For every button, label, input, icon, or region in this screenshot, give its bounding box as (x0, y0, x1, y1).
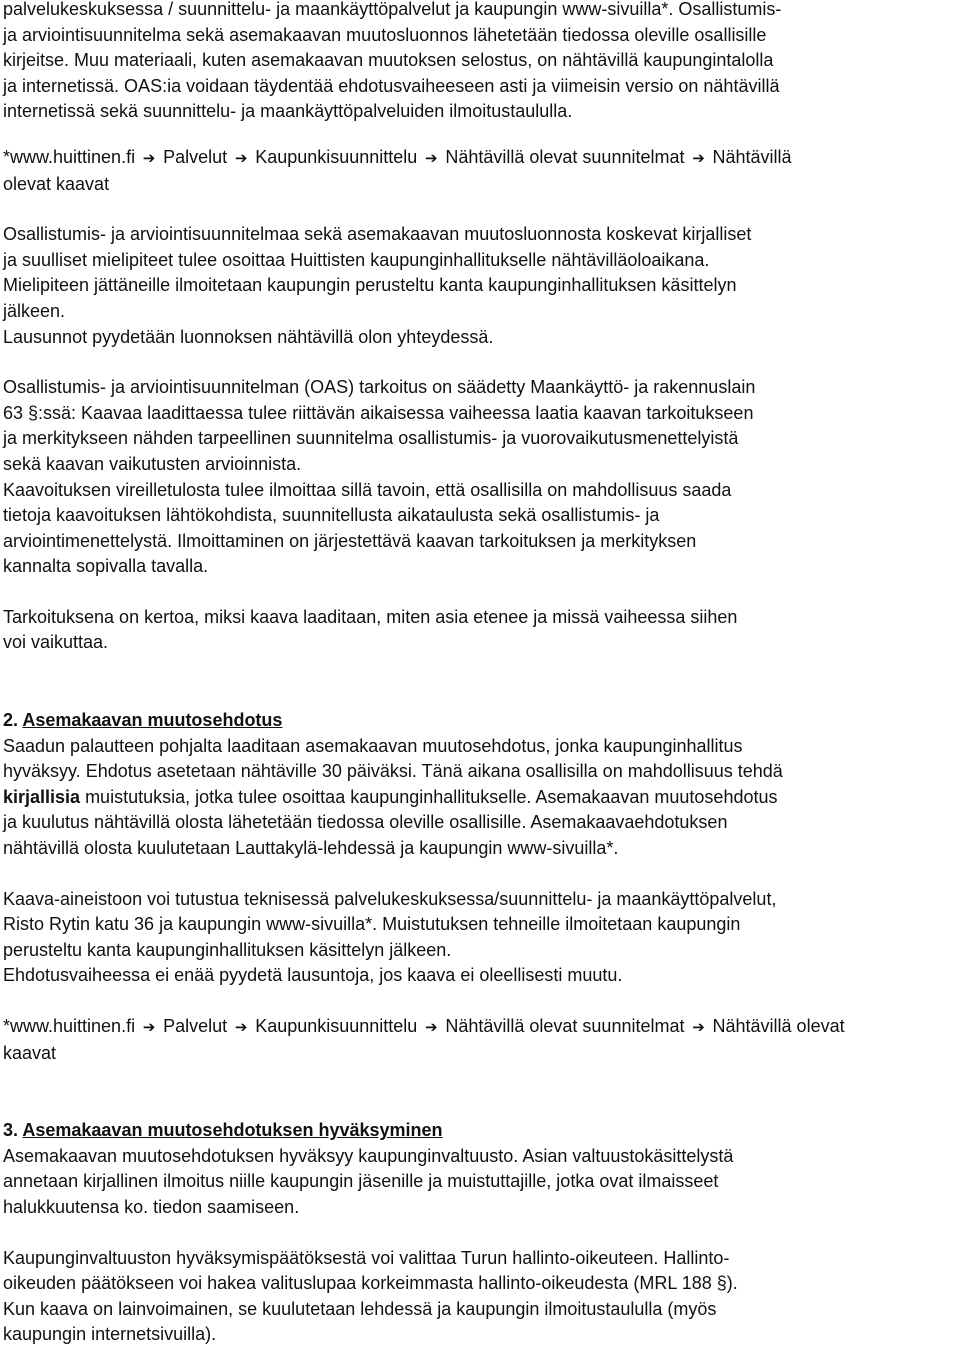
arrow-right-icon: ➔ (425, 1018, 438, 1036)
text-line: annetaan kirjallinen ilmoitus niille kaupungin jäsenille ja muistuttajille, jotka ovat ilmaisseet (3, 1171, 719, 1192)
materials-paragraph (3, 887, 953, 989)
nav-step: Nähtävillä olevat (712, 1016, 845, 1036)
text-line (3, 785, 953, 811)
text-line: internetissä sekä suunnittelu- ja maankäyttöpalveluiden ilmoitustaululla. (3, 101, 573, 122)
nav-step: Nähtävillä (712, 146, 792, 167)
text-line: Risto Rytin katu 36 ja kaupungin www-sivuilla*. Muistutuksen tehneille ilmoitetaan kaupungin (3, 914, 741, 935)
nav-step: Nähtävillä olevat suunnitelmat (445, 1016, 685, 1036)
text-line: kaupungin internetsivuilla). (3, 1324, 217, 1345)
section-heading (3, 708, 953, 734)
arrow-right-icon: ➔ (142, 1018, 156, 1036)
text-line: Ehdotusvaiheessa ei enää pyydetä lausuntoja, jos kaava ei oleellisesti muutu. (3, 965, 623, 986)
nav-site: *www.huittinen.fi (3, 1016, 136, 1036)
opinions-paragraph (3, 222, 953, 350)
text-line: kannalta sopivalla tavalla. (3, 556, 209, 577)
text-line: ja arviointisuunnitelma sekä asemakaavan muutosluonnos lähetetään tiedossa oleville osallisille (3, 24, 767, 45)
text-line: Tarkoituksena on kertoa, miksi kaava laaditaan, miten asia etenee ja missä vaiheessa siihen (3, 606, 738, 627)
text-line: tietoja kaavoituksen lähtökohdista, suunnitellusta aikataulusta sekä osallistumis- ja (3, 505, 660, 526)
nav-path-tail: olevat kaavat (3, 173, 110, 194)
nav-path-line (3, 1014, 953, 1041)
section-heading (3, 1118, 953, 1144)
document-page (3, 0, 953, 1348)
text-line: ja kuulutus nähtävillä olosta lähetetään tiedossa oleville osallisille. Asemakaavaehdotuksen (3, 812, 728, 833)
text-line: Mielipiteen jättäneille ilmoitetaan kaupungin perusteltu kanta kaupunginhallituksen käsittelyn (3, 275, 737, 296)
nav-step: Palvelut (163, 146, 228, 167)
nav-step: Kaupunkisuunnittelu (255, 1016, 418, 1036)
text-segment: muistutuksia, jotka tulee osoittaa kaupunginhallitukselle. Asemakaavan muutosehdotus (80, 786, 778, 807)
text-line: nähtävillä olosta kuulutetaan Lauttakylä-lehdessä ja kaupungin www-sivuilla*. (3, 838, 619, 859)
text-line: palvelukeskuksessa / suunnittelu- ja maankäyttöpalvelut ja kaupungin www-sivuilla*. Osallistumis- (3, 0, 782, 19)
oas-purpose-paragraph (3, 375, 953, 580)
intro-paragraph (3, 0, 953, 125)
emphasis-text: kirjallisia (3, 786, 81, 807)
text-line: oikeuden päätökseen voi hakea valituslupaa korkeimmasta hallinto-oikeudesta (MRL 188 §). (3, 1273, 738, 1294)
text-line: Osallistumis- ja arviointisuunnitelman (OAS) tarkoitus on säädetty Maankäyttö- ja rakennuslain (3, 377, 756, 398)
arrow-right-icon: ➔ (692, 148, 705, 167)
text-line: kirjeitse. Muu materiaali, kuten asemakaavan muutoksen selostus, on nähtävillä kaupungintalolla (3, 50, 774, 71)
nav-path-2 (3, 1014, 953, 1066)
section-title: Asemakaavan muutosehdotuksen hyväksyminen (22, 1120, 443, 1141)
arrow-right-icon: ➔ (234, 148, 248, 167)
text-line: ja suulliset mielipiteet tulee osoittaa Huittisten kaupunginhallitukselle nähtävilläoloaikana. (3, 249, 710, 270)
text-line: sekä kaavan vaikutusten arvioinnista. (3, 453, 302, 474)
section-title: Asemakaavan muutosehdotus (22, 710, 283, 731)
text-line: halukkuutensa ko. tiedon saamiseen. (3, 1196, 300, 1217)
section-3 (3, 1118, 953, 1220)
text-line: hyväksyy. Ehdotus asetetaan nähtäville 30 päiväksi. Tänä aikana osallisilla on mahdollisuus tehdä (3, 761, 783, 782)
section-number: 2. (3, 710, 19, 731)
text-line: voi vaikuttaa. (3, 632, 109, 653)
text-line: ja internetissä. OAS:ia voidaan täydentää ehdotusvaiheeseen asti ja viimeisin versio on nähtävillä (3, 75, 780, 96)
text-line: Saadun palautteen pohjalta laaditaan asemakaavan muutosehdotus, jonka kaupunginhallitus (3, 735, 743, 756)
text-line: Kaavoituksen vireilletulosta tulee ilmoittaa sillä tavoin, että osallisilla on mahdollisuus saada (3, 479, 732, 500)
section-2 (3, 708, 953, 862)
arrow-right-icon: ➔ (692, 1018, 705, 1036)
arrow-right-icon: ➔ (425, 148, 438, 167)
text-line: Osallistumis- ja arviointisuunnitelmaa sekä asemakaavan muutosluonnosta koskevat kirjalliset (3, 224, 752, 245)
nav-step: Kaupunkisuunnittelu (255, 146, 418, 167)
nav-path-line (3, 145, 953, 172)
text-line: 63 §:ssä: Kaavaa laadittaessa tulee riittävän aikaisessa vaiheessa laatia kaavan tarkoitukseen (3, 402, 754, 423)
text-line: ja merkitykseen nähden tarpeellinen suunnitelma osallistumis- ja vuorovaikutusmenettelyistä (3, 428, 739, 449)
text-line: Kun kaava on lainvoimainen, se kuulutetaan lehdessä ja kaupungin ilmoitustaululla (myös (3, 1298, 717, 1319)
text-line: Kaupunginvaltuuston hyväksymispäätöksestä voi valittaa Turun hallinto-oikeuteen. Hallinto- (3, 1247, 730, 1268)
text-line: Lausunnot pyydetään luonnoksen nähtävillä olon yhteydessä. (3, 326, 494, 347)
nav-path-1 (3, 145, 953, 197)
goal-paragraph (3, 605, 953, 656)
text-line: perusteltu kanta kaupunginhallituksen käsittelyn jälkeen. (3, 939, 452, 960)
text-line: Kaava-aineistoon voi tutustua teknisessä palvelukeskuksessa/suunnittelu- ja maankäyttöpalvelut, (3, 888, 777, 909)
section-number: 3. (3, 1120, 19, 1141)
arrow-right-icon: ➔ (142, 148, 156, 167)
text-line: jälkeen. (3, 300, 66, 321)
nav-step: Nähtävillä olevat suunnitelmat (445, 146, 685, 167)
nav-site: *www.huittinen.fi (3, 146, 136, 167)
arrow-right-icon: ➔ (234, 1018, 248, 1036)
text-line: Asemakaavan muutosehdotuksen hyväksyy kaupunginvaltuusto. Asian valtuustokäsittelystä (3, 1145, 734, 1166)
nav-step: Palvelut (163, 1016, 228, 1036)
text-line: arviointimenettelystä. Ilmoittaminen on järjestettävä kaavan tarkoituksen ja merkityksen (3, 530, 697, 551)
nav-path-tail: kaavat (3, 1042, 57, 1063)
